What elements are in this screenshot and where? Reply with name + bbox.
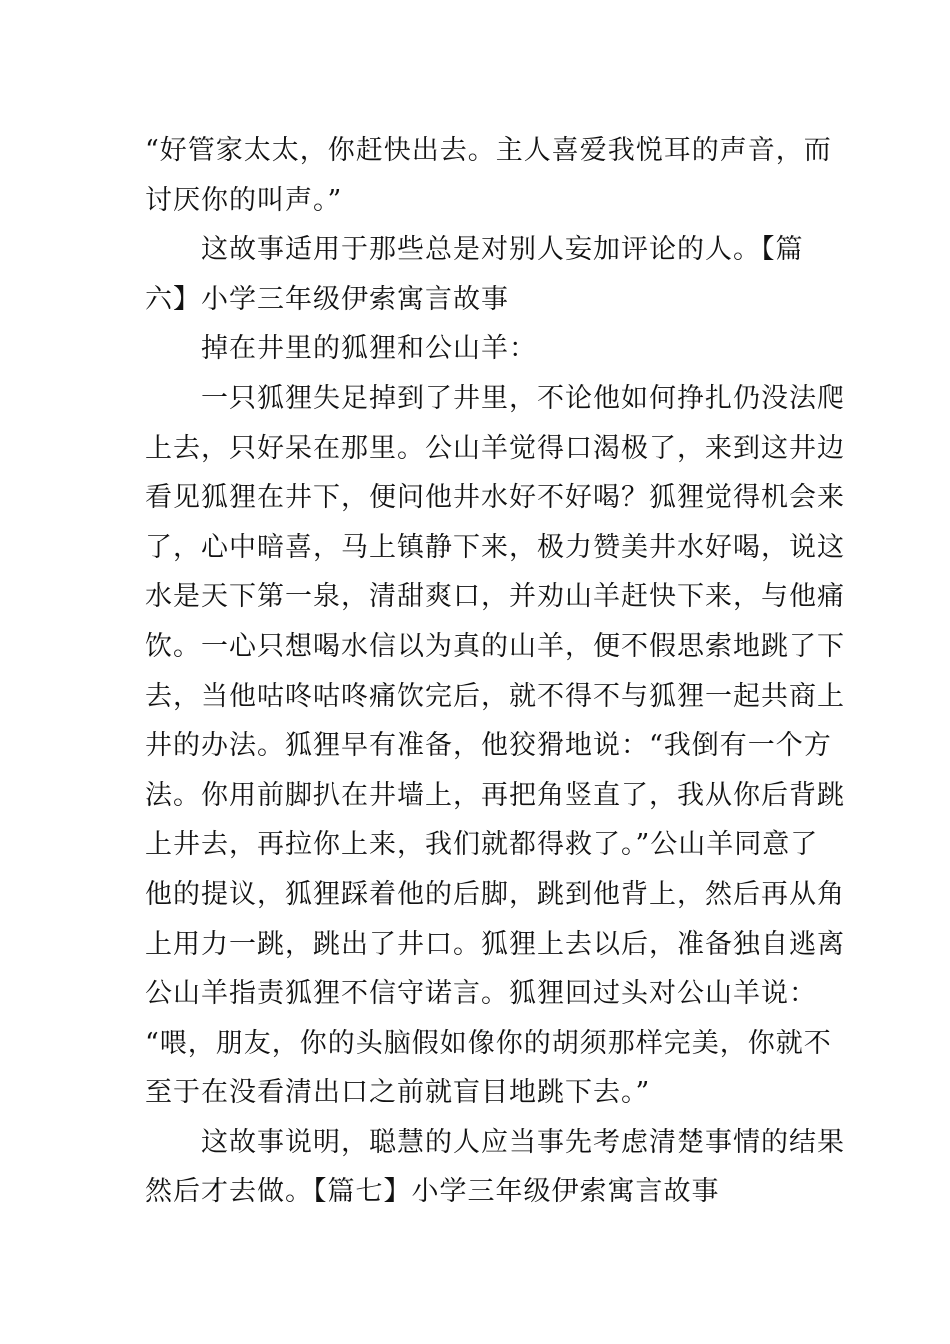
text-line: 掉在井里的狐狸和公山羊： (201, 333, 537, 365)
text-line: 至于在没看清出口之前就盲目地跳下去。” (145, 1077, 651, 1109)
text-line: 他的提议，狐狸踩着他的后脚，跳到他背上，然后再从角 (145, 878, 845, 910)
body-text (145, 126, 845, 1217)
text-line: 然后才去做。【篇七】小学三年级伊索寓言故事 (145, 1176, 720, 1208)
text-line: 上井去，再拉你上来，我们就都得救了。”公山羊同意了 (145, 829, 819, 861)
text-line: 讨厌你的叫声。” (145, 184, 343, 216)
text-line: 上去，只好呆在那里。公山羊觉得口渴极了，来到这井边 (145, 432, 845, 464)
text-line: 去，当他咕咚咕咚痛饮完后，就不得不与狐狸一起共商上 (145, 680, 845, 712)
text-line: 这故事适用于那些总是对别人妄加评论的人。【篇 (201, 234, 804, 266)
text-line: 饮。一心只想喝水信以为真的山羊，便不假思索地跳了下 (145, 630, 845, 662)
text-line: “喂，朋友，你的头脑假如像你的胡须那样完美，你就不 (145, 1027, 832, 1059)
text-line: 井的办法。狐狸早有准备，他狡猾地说：“我倒有一个方 (145, 730, 832, 762)
text-line: 公山羊指责狐狸不信守诺言。狐狸回过头对公山羊说： (145, 978, 817, 1010)
text-line: 水是天下第一泉，清甜爽口，并劝山羊赶快下来，与他痛 (145, 581, 845, 613)
text-line: 一只狐狸失足掉到了井里，不论他如何挣扎仍没法爬 (201, 382, 845, 414)
text-line: 看见狐狸在井下，便问他井水好不好喝？狐狸觉得机会来 (145, 482, 845, 514)
text-line: 这故事说明，聪慧的人应当事先考虑清楚事情的结果 (201, 1126, 845, 1158)
text-line: 六】小学三年级伊索寓言故事 (145, 283, 509, 315)
text-line: “好管家太太，你赶快出去。主人喜爱我悦耳的声音，而 (145, 135, 832, 166)
text-line: 了，心中暗喜，马上镇静下来，极力赞美井水好喝，说这 (145, 531, 845, 563)
text-line: 上用力一跳，跳出了井口。狐狸上去以后，准备独自逃离 (145, 928, 845, 960)
text-line: 法。你用前脚扒在井墙上，再把角竖直了，我从你后背跳 (145, 779, 845, 811)
